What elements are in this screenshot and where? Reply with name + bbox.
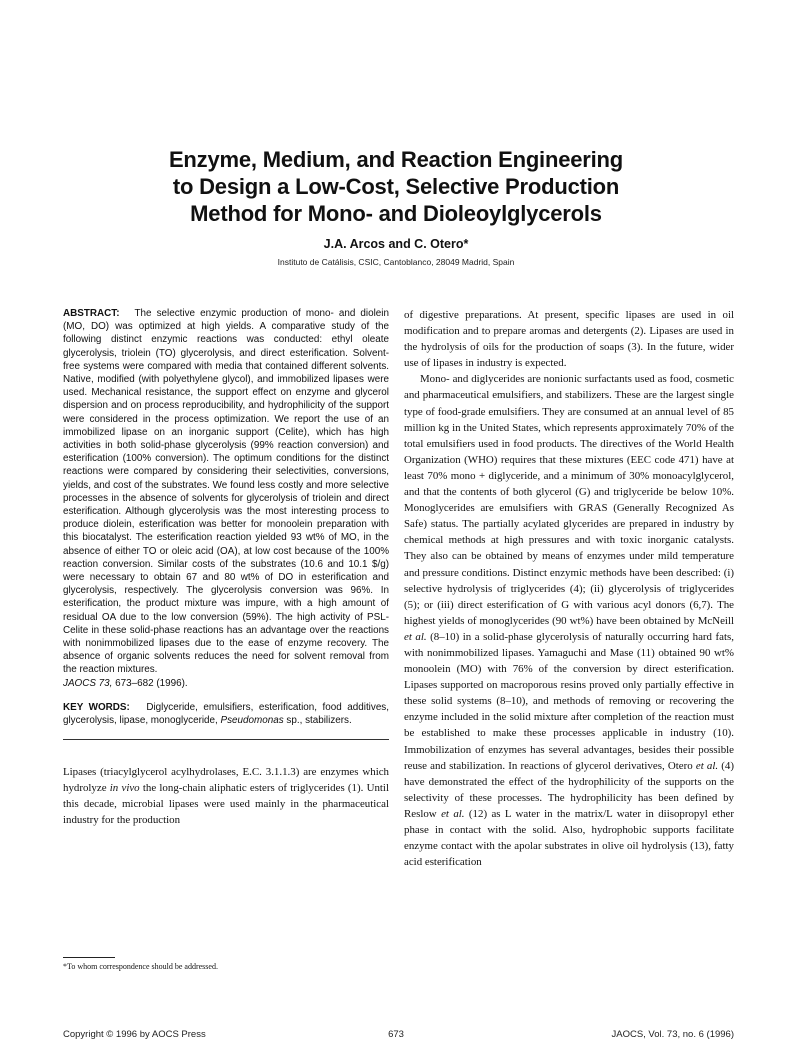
affiliation: Instituto de Catálisis, CSIC, Cantoblanco, 28049 Madrid, Spain (277, 257, 515, 267)
keywords (63, 701, 389, 727)
citation-pages: 673–682 (1996). (112, 677, 188, 689)
body-text-a: Mono- and diglycerides are nonionic surfactants used as food, cosmetic and pharmaceutical emulsifiers, and stabilizers. These are the largest single type of food-grade emulsifiers. They are consumed at an annual level of 85 million kg in the United States, which represents approximately 70% of the total emulsifiers used in food products. The directives of the World Health Organization (WHO) requires that these mixtures (EEC code 471) have at least 70% mono + diglyceride, and a minimum of 30% monoacylglycerol, and that the contents of both glycerol (G) and triglyceride be below 10%. Monoglycerides are emulsifiers with GRAS (Generally Recognized As Safe) status. The partially acylated glycerides are prepared in industry by chemical methods at high pressures and with toxic inorganic catalysts. They also can be obtained by means of enzymes under mild temperature and pressure conditions. Distinct enzymic methods have been described: (i) selective hydrolysis of triglycerides (4); (ii) glycerolysis of triglycerides (5); or (iii) direct esterification of G with various acyl donors (6,7). The highest yields of monoglycerides (90 wt%) have been obtained by McNeill (404, 373, 734, 627)
abstract-label: ABSTRACT: (63, 308, 120, 319)
keywords-text: Diglyceride, emulsifiers, esterification, food additives, glycerolysis, lipase, monoglyceride, (63, 701, 389, 726)
footer-copyright: Copyright © 1996 by AOCS Press (63, 1029, 206, 1040)
keywords-italic: Pseudomonas (220, 714, 284, 726)
left-column (63, 307, 389, 828)
footer-journal: JAOCS, Vol. 73, no. 6 (1996) (611, 1029, 734, 1040)
body-text-b: (8–10) in a solid-phase glycerolysis of naturally occurring hard fats, with nonimmobilized lipases. Yamaguchi and Mase (11) obtained 90 wt% monoolein (MO) with 76% of the conversion by direct esterification. Lipases supported on macroporous resins proved only partially effective in these solid systems (8–10), and methods of removing or recovering the enzyme included in the solid mixture after completion of the reaction must be established to make these processes applicable in industry (10). Immobilization of enzymes has several advantages, besides their possible reuse and stabilization. In reactions of glycerol derivatives, Otero (404, 630, 734, 772)
section-divider (63, 739, 389, 740)
etal-1: et al. (404, 630, 427, 643)
right-column (404, 307, 734, 870)
authors: J.A. Arcos and C. Otero* (323, 237, 469, 251)
title-line-3: Method for Mono- and Dioleoylglycerols (190, 201, 602, 226)
body-text-c: (4) have demonstrated the effect of the hydrophilicity of the supports on the selectivity of these processes. The hydrophilicity has been defined by Reslow (404, 759, 735, 820)
citation-journal: JAOCS 73, (63, 677, 113, 689)
intro-text-b: the long-chain aliphatic esters of triglycerides (1). Until this decade, microbial lipases were used mainly in the pharmaceutical industry for the production (63, 782, 389, 827)
abstract-citation (63, 677, 389, 690)
body-paragraph-2 (404, 371, 734, 870)
footer-page-number: 673 (388, 1029, 404, 1040)
article-title (96, 146, 696, 227)
footnote: *To whom correspondence should be addressed. (63, 962, 218, 971)
keywords-label: KEY WORDS: (63, 701, 130, 713)
intro-italic: in vivo (109, 782, 140, 795)
title-line-1: Enzyme, Medium, and Reaction Engineering (168, 147, 624, 172)
intro-paragraph-1 (63, 764, 389, 828)
keywords-text-end: sp., stabilizers. (283, 714, 352, 726)
etal-2: et al. (695, 759, 719, 772)
footnote-rule (63, 957, 115, 958)
abstract-text: The selective enzymic production of mono- and diolein (MO, DO) was optimized at high yields. A comparative study of the following distinct enzymic reactions was conducted: ethyl oleate glycerolysis, triolein (TO) glycerolysis, and direct esterification. Solvent-free systems were compared with media that contained different solvents. Native, modified (with polyethylene glycol), and immobilized lipases were used. Mechanical resistance, the support effect on enzyme and glycerol dispersion and on process reproducibility, and hydrophilicity of the support were considered in the process optimization. We report the use of an immobilized lipase on an inorganic support (Celite), which has high activities in both solid-phase glycerolysis (99% reaction conversion) and esterification (100% conversion). The optimum conditions for the distinct reactions were compared by considering their selectivities, conversions, yields, and cost of the substrates. We found less costly and more selective processes in the absence of solvents for glycerolysis of triolein and direct esterification. Although glycerolysis was the most interesting process to produce diolein, esterification was better for monoolein preparation with this biocatalyst. The esterification reaction yielded 93 wt% of MO, in the absence of either TO or oleic acid (OA), at low cost because of the 100% reaction conversion. Similar costs of the substrates (10.6 and 10.1 $/g) were necessary to obtain 67 and 80 wt% of DO in esterification and glycerolysis, respectively. The glycerolysis conversion was 96%. In esterification, the product mixture was impure, with a high amount of residual OA due to the low conversion (59%). The high activity of PSL-Celite in these solid-phase reactions has an advantage over the reactions with nonimmobilized lipases due to the ease of enzyme recovery. The absence of organic solvents reduces the need for solvent removal from the reaction mixtures. (63, 308, 389, 676)
body-text-d: (12) as L water in the matrix/L water in diisopropyl ether phase in contact with the solid. Also, hydrophobic supports facilitate enzyme contact with the apolar substrates in olive oil hydrolysis (13), fatty acid esterification (404, 807, 734, 869)
title-line-2: to Design a Low-Cost, Selective Production (172, 174, 620, 199)
etal-3: et al. (441, 807, 465, 820)
body-paragraph-1: of digestive preparations. At present, specific lipases are used in oil modification and to prepare aromas and detergents (2). Lipases are used in the hydrolysis of oils for the production of soaps (3). In the future, wider use of lipases in industry is expected. (404, 309, 734, 370)
intro-text-a: Lipases (triacylglycerol acylhydrolases, E.C. 3.1.1.3) are enzymes which hydrolyze (63, 766, 389, 795)
abstract (63, 307, 389, 677)
